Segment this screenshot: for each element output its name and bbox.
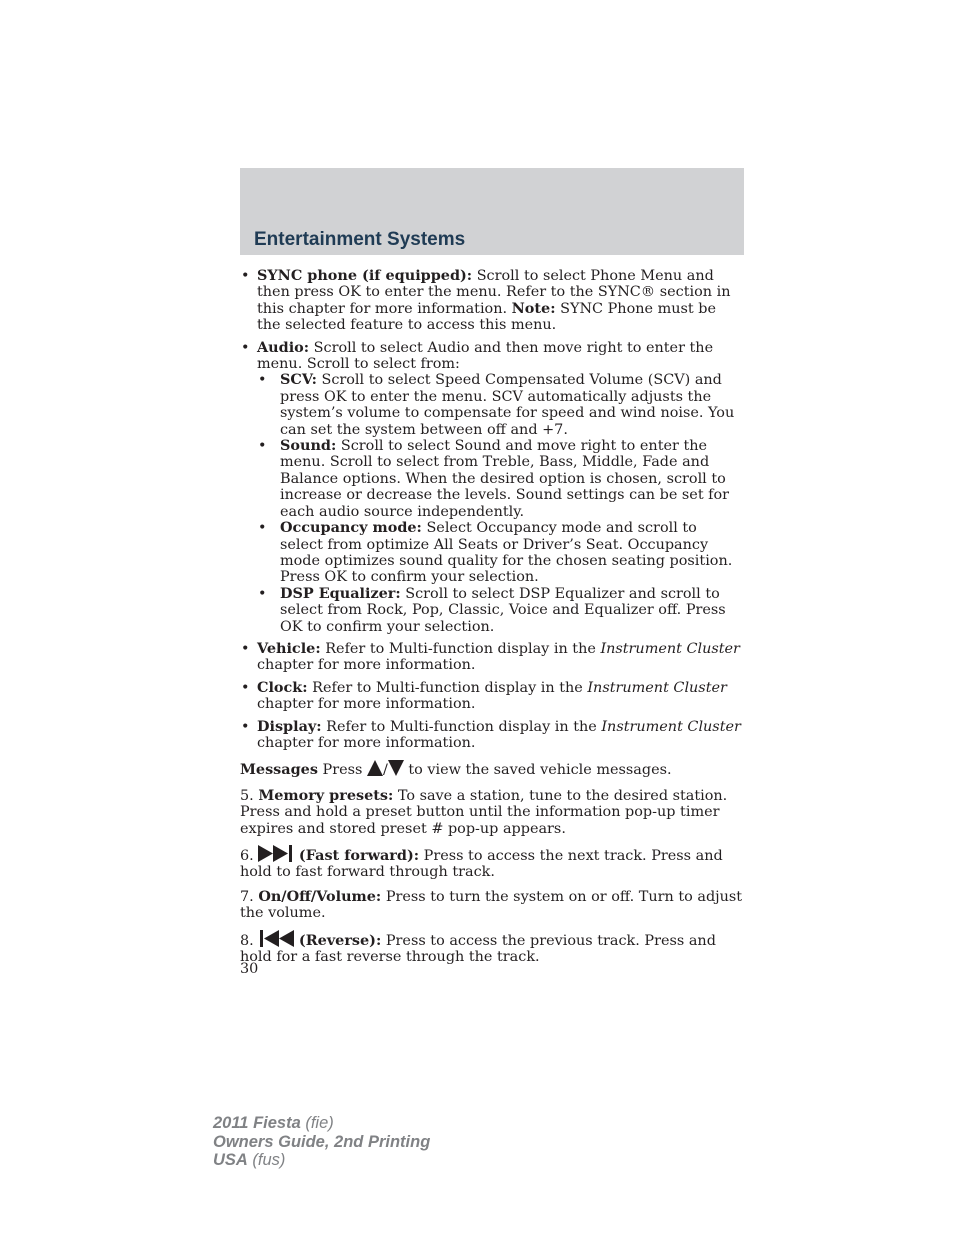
footer-model: 2011 Fiesta bbox=[213, 1114, 301, 1132]
item-term: (Fast forward): bbox=[298, 847, 420, 864]
messages-paragraph bbox=[240, 760, 744, 778]
section-header-band bbox=[240, 168, 744, 255]
item-text: Press to access the previous track. Press and hold for a fast reverse through the track. bbox=[240, 932, 716, 966]
bullet-text: Refer to Multi-function display in the bbox=[321, 718, 602, 735]
bullet-text: SYNC Phone must be the selected feature to access this menu. bbox=[257, 300, 716, 334]
messages-text: to view the saved vehicle messages. bbox=[403, 762, 672, 779]
footer-model-code: (fie) bbox=[300, 1114, 334, 1132]
item-text: Press to turn the system on or off. Turn to adjust the volume. bbox=[240, 888, 743, 922]
list-item-display bbox=[240, 719, 744, 752]
bullet-text: Refer to Multi-function display in the bbox=[320, 640, 601, 657]
messages-text: Press bbox=[317, 762, 367, 779]
chapter-reference: Instrument Cluster bbox=[600, 640, 740, 657]
item-term: Memory presets: bbox=[258, 786, 394, 804]
bullet-term: Display: bbox=[257, 717, 322, 735]
list-item-clock bbox=[240, 680, 744, 713]
footer-market: USA bbox=[213, 1151, 248, 1169]
item-number: 7. bbox=[240, 888, 259, 905]
up-arrow-icon bbox=[367, 760, 383, 776]
bullet-term: Audio: bbox=[257, 338, 310, 356]
bullet-text: Refer to Multi-function display in the bbox=[307, 679, 588, 696]
item-on-off-volume bbox=[240, 889, 744, 922]
sub-text: Scroll to select DSP Equalizer and scroll to select from Rock, Pop, Classic, Voice and Equalizer off. Press OK to confirm your selection. bbox=[280, 585, 726, 635]
footer-line-market bbox=[213, 1151, 430, 1170]
sub-item-scv bbox=[240, 372, 744, 438]
footer-line-model bbox=[213, 1114, 430, 1133]
item-memory-presets bbox=[240, 788, 744, 837]
chapter-reference: Instrument Cluster bbox=[601, 718, 741, 735]
document-footer bbox=[213, 1114, 430, 1170]
bullet-term: SYNC phone (if equipped): bbox=[257, 267, 473, 284]
item-number: 5. bbox=[240, 787, 259, 804]
menu-bullet-list bbox=[240, 268, 744, 751]
item-term: On/Off/Volume: bbox=[258, 887, 382, 905]
sub-text: Scroll to select Sound and move right to enter the menu. Scroll to select from Treble, Bass, Middle, Fade and Balance options. When the desired option is chosen, scroll to increase or decrease the levels. Sound settings can be set for each audio source independently. bbox=[280, 438, 730, 520]
list-item-vehicle bbox=[240, 641, 744, 674]
item-text: To save a station, tune to the desired station. Press and hold a preset button until the information pop-up timer expires and stored preset # pop-up appears. bbox=[240, 787, 728, 837]
bullet-text: Scroll to select Phone Menu and then press OK to enter the menu. Refer to the SYNC® section in this chapter for more information. bbox=[257, 268, 731, 317]
item-reverse bbox=[240, 930, 744, 966]
section-title: Entertainment Systems bbox=[254, 229, 466, 250]
bullet-text: Scroll to select Audio and then move right to enter the menu. Scroll to select from: bbox=[257, 339, 714, 373]
sub-text: Select Occupancy mode and scroll to select from optimize All Seats or Driver’s Seat. Occupancy mode optimizes sound quality for the chosen seating position. Press OK to confirm your selection. bbox=[280, 520, 733, 586]
bullet-text: chapter for more information. bbox=[257, 734, 476, 751]
reverse-icon bbox=[258, 930, 294, 947]
footer-guide: Owners Guide, 2nd Printing bbox=[213, 1132, 431, 1151]
down-arrow-icon bbox=[388, 760, 404, 776]
item-number: 8. bbox=[240, 932, 259, 949]
slash-text: / bbox=[382, 762, 388, 779]
sub-term: Occupancy mode: bbox=[280, 519, 422, 537]
list-item-sync-phone bbox=[240, 268, 744, 334]
footer-market-code: (fus) bbox=[247, 1151, 286, 1169]
sub-term: Sound: bbox=[280, 437, 337, 455]
footer-line-guide bbox=[213, 1133, 430, 1152]
note-term: Note: bbox=[511, 299, 556, 317]
sub-item-occupancy-mode bbox=[240, 520, 744, 586]
sub-term: SCV: bbox=[280, 371, 317, 389]
bullet-text: chapter for more information. bbox=[257, 657, 476, 674]
sub-item-dsp-equalizer bbox=[240, 586, 744, 635]
audio-sub-list bbox=[257, 372, 744, 635]
item-fast-forward bbox=[240, 845, 744, 881]
bullet-term: Vehicle: bbox=[257, 639, 321, 657]
bullet-term: Clock: bbox=[257, 678, 308, 696]
item-number: 6. bbox=[240, 848, 259, 864]
item-text: Press to access the next track. Press and hold to fast forward through track. bbox=[240, 848, 723, 881]
page-content bbox=[240, 268, 744, 973]
sub-text: Scroll to select Speed Compensated Volume (SCV) and press OK to enter the menu. SCV automatically adjusts the system’s volume to compensate for speed and wind noise. You can set the system between off and +7. bbox=[280, 372, 735, 438]
list-item-audio bbox=[240, 340, 744, 635]
fast-forward-icon bbox=[258, 845, 294, 862]
sub-item-sound bbox=[240, 438, 744, 520]
page-number: 30 bbox=[240, 961, 259, 977]
item-term: (Reverse): bbox=[298, 931, 382, 949]
chapter-reference: Instrument Cluster bbox=[587, 679, 727, 696]
bullet-text: chapter for more information. bbox=[257, 696, 476, 713]
sub-term: DSP Equalizer: bbox=[280, 584, 401, 602]
messages-term: Messages bbox=[240, 761, 318, 779]
